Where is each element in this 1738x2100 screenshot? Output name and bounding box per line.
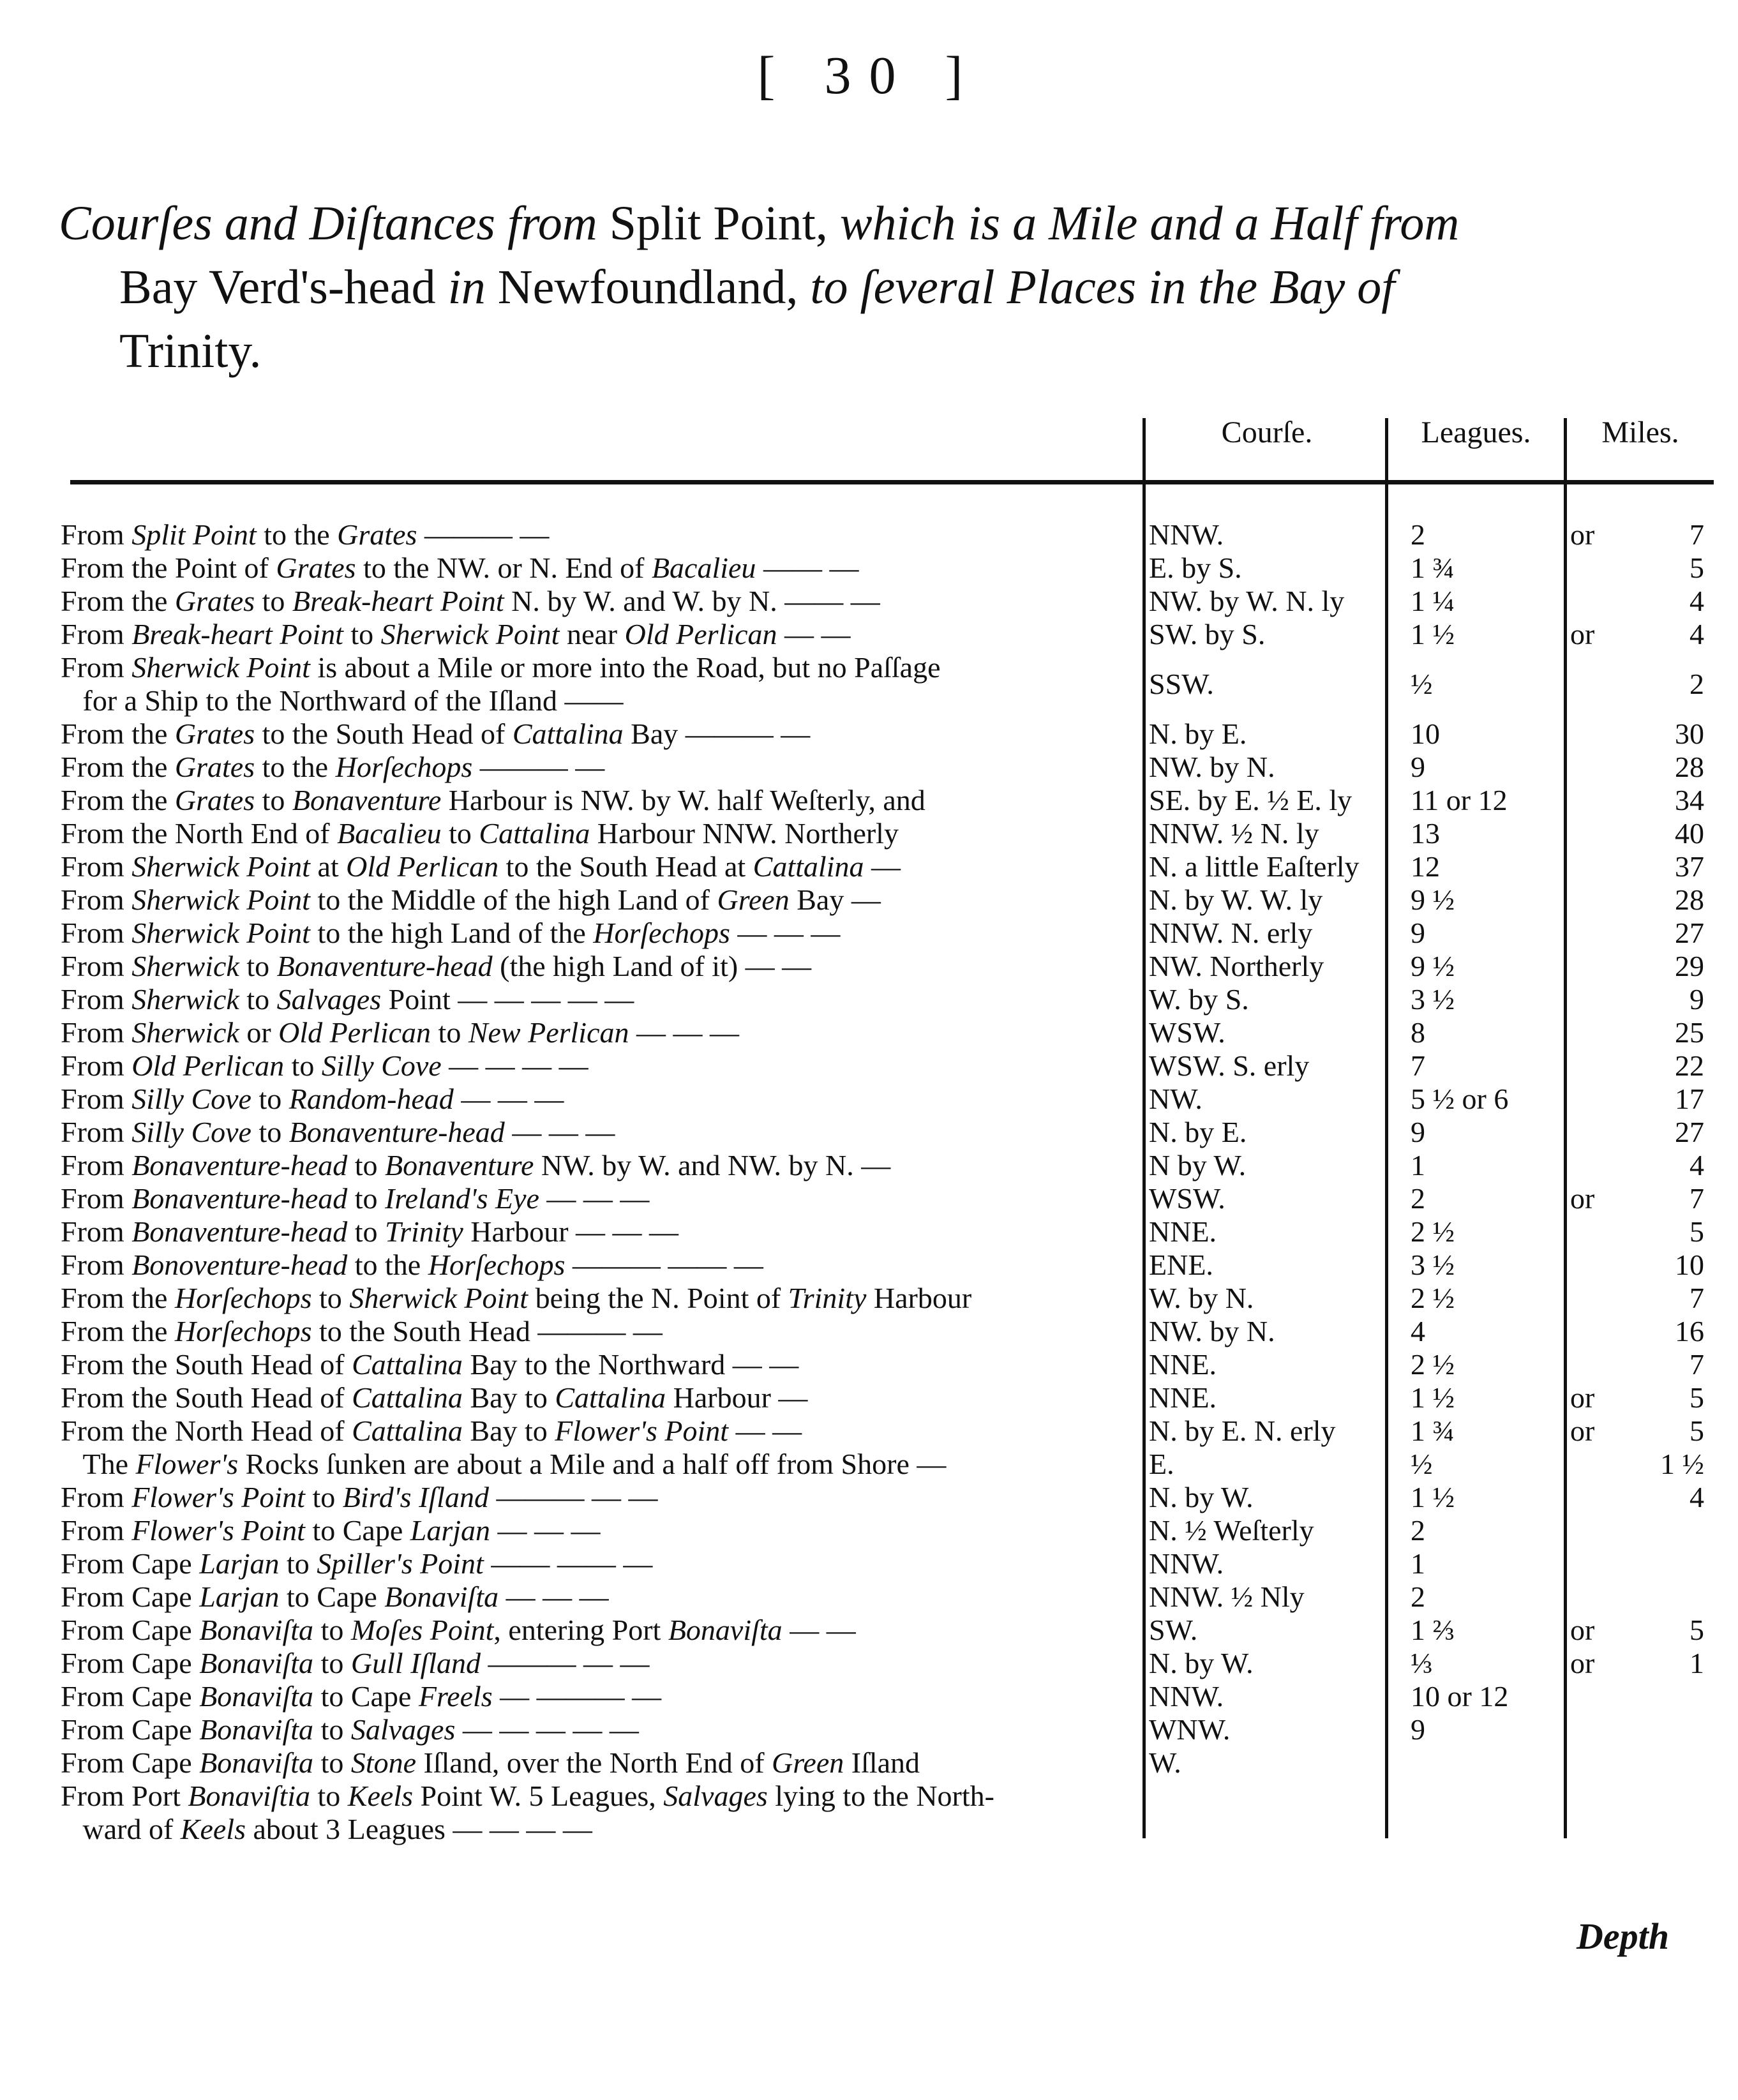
row-course: NNW. — [1149, 1680, 1224, 1713]
row-miles-value: 4 — [1689, 585, 1704, 617]
table-row — [0, 1713, 1738, 1746]
table-row — [0, 1381, 1738, 1414]
row-description: From Sherwick Point to the high Land of the Horſechops — — — — [61, 917, 841, 949]
row-leagues: 10 — [1411, 717, 1440, 750]
table-row — [0, 717, 1738, 751]
row-miles-value: 10 — [1675, 1249, 1704, 1281]
row-leagues: 10 or 12 — [1411, 1680, 1509, 1713]
row-leagues: 2 ½ — [1411, 1348, 1455, 1381]
row-course: NNE. — [1149, 1381, 1217, 1414]
row-leagues: 11 or 12 — [1411, 784, 1508, 816]
row-description: From Cape Bonaviſta to Cape Freels — ——— — — [61, 1680, 662, 1713]
row-course: N by W. — [1149, 1149, 1247, 1181]
row-course: E. by S. — [1149, 551, 1242, 584]
row-miles-value: 30 — [1675, 717, 1704, 750]
table-row — [0, 1315, 1738, 1348]
row-description: From the Grates to Break-heart Point N. by W. and W. by N. —— — — [61, 585, 880, 617]
title-line2-italic2: to ſeveral Places in the Bay of — [798, 260, 1395, 314]
row-course: NW. by W. N. ly — [1149, 585, 1345, 617]
row-description: From Cape Bonaviſta to Moſes Point, entering Port Bonaviſta — — — [61, 1614, 856, 1646]
row-miles-value: 37 — [1675, 850, 1704, 883]
row-miles-value: 4 — [1689, 618, 1704, 650]
row-miles-value: 27 — [1675, 917, 1704, 949]
row-miles-value: 40 — [1675, 817, 1704, 850]
row-leagues: 3 ½ — [1411, 1249, 1455, 1281]
row-description: From the North End of Bacalieu to Cattalina Harbour NNW. Northerly — [61, 817, 899, 850]
row-course: N. by E. N. erly — [1149, 1414, 1336, 1447]
row-description: From Sherwick Point at Old Perlican to the South Head at Cattalina — — [61, 850, 901, 883]
row-miles-value: 9 — [1689, 983, 1704, 1016]
row-description: From Bonoventure-head to the Horſechops ——— —— — — [61, 1249, 763, 1281]
row-description: From Cape Bonaviſta to Salvages — — — — — — [61, 1713, 639, 1746]
row-leagues: 9 ½ — [1411, 883, 1455, 916]
table-row — [0, 1016, 1738, 1049]
row-course: WSW. S. erly — [1149, 1049, 1310, 1082]
row-miles-value: 27 — [1675, 1116, 1704, 1148]
table-row — [0, 1514, 1738, 1547]
row-leagues: 9 — [1411, 1713, 1425, 1746]
row-course: SSW. — [1149, 668, 1214, 700]
row-miles-value: 17 — [1675, 1083, 1704, 1115]
row-leagues: 1 ½ — [1411, 618, 1455, 650]
row-miles-value: 29 — [1675, 950, 1704, 982]
row-description: From Sherwick or Old Perlican to New Perlican — — — — [61, 1016, 740, 1049]
row-miles-value: 4 — [1689, 1481, 1704, 1513]
row-description: From Old Perlican to Silly Cove — — — — — [61, 1049, 588, 1082]
row-course: SW. — [1149, 1614, 1198, 1646]
table-row — [0, 551, 1738, 585]
row-description: From Bonaventure-head to Bonaventure NW. by W. and NW. by N. — — [61, 1149, 891, 1181]
row-leagues: ½ — [1411, 668, 1433, 700]
row-leagues: 2 — [1411, 1514, 1425, 1547]
title-line1-italic: Courſes and Diſtances from — [59, 197, 597, 250]
row-description: From Split Point to the Grates ——— — — [61, 518, 550, 551]
row-miles-value: 7 — [1689, 1348, 1704, 1381]
row-miles-or: or — [1570, 1381, 1595, 1414]
row-miles-value: 34 — [1675, 784, 1704, 816]
row-course: N. by W. W. ly — [1149, 883, 1323, 916]
row-description: From Bonaventure-head to Ireland's Eye — — — — [61, 1182, 650, 1215]
title-line2-roman: Bay Verd's-head — [119, 260, 436, 314]
row-description: From Flower's Point to Bird's Iſland ——— — — — [61, 1481, 658, 1513]
row-course: SE. by E. ½ E. ly — [1149, 784, 1352, 816]
row-description: From Sherwick Point is about a Mile or more into the Road, but no Paſſage for a Ship to the Northward of the Iſland —— — [61, 651, 941, 717]
table-row — [0, 1547, 1738, 1580]
row-miles-value: 1 — [1689, 1647, 1704, 1679]
row-miles-value: 1 ½ — [1660, 1448, 1704, 1480]
header-miles: Miles. — [1601, 416, 1679, 449]
table-row — [0, 883, 1738, 917]
row-miles-value: 7 — [1689, 518, 1704, 551]
row-description: From the Horſechops to Sherwick Point being the N. Point of Trinity Harbour — [61, 1282, 972, 1314]
table-row — [0, 817, 1738, 850]
title-line2-italic: in — [435, 260, 486, 314]
row-leagues: 9 ½ — [1411, 950, 1455, 982]
row-leagues: ½ — [1411, 1448, 1433, 1480]
row-miles-value: 7 — [1689, 1282, 1704, 1314]
row-leagues: 1 ¾ — [1411, 1414, 1455, 1447]
page-title — [59, 191, 1693, 383]
row-miles-or: or — [1570, 518, 1595, 551]
table-row — [0, 751, 1738, 784]
row-miles-value: 5 — [1689, 1215, 1704, 1248]
row-leagues: 1 — [1411, 1149, 1425, 1181]
table-row — [0, 1215, 1738, 1249]
row-description: From Cape Larjan to Spiller's Point —— —— — — [61, 1547, 653, 1580]
row-course: NW. Northerly — [1149, 950, 1324, 982]
row-course: WNW. — [1149, 1713, 1231, 1746]
row-course: NNE. — [1149, 1215, 1217, 1248]
row-course: WSW. — [1149, 1016, 1225, 1049]
table-row — [0, 585, 1738, 618]
row-leagues: 1 ¾ — [1411, 551, 1455, 584]
row-course: WSW. — [1149, 1182, 1225, 1215]
row-miles-or: or — [1570, 1647, 1595, 1679]
table-row — [0, 1580, 1738, 1614]
row-description: From Sherwick to Salvages Point — — — — — — [61, 983, 634, 1016]
row-miles-or: or — [1570, 1614, 1595, 1646]
catchword: Depth — [1577, 1916, 1669, 1957]
row-course: NNE. — [1149, 1348, 1217, 1381]
title-line1-roman: Split Point, — [597, 197, 828, 250]
header-course: Courſe. — [1221, 416, 1313, 449]
row-course: NW. by N. — [1149, 751, 1275, 783]
row-leagues: 7 — [1411, 1049, 1425, 1082]
row-description: From Sherwick to Bonaventure-head (the high Land of it) — — — [61, 950, 812, 982]
row-course: NNW. ½ Nly — [1149, 1580, 1305, 1613]
row-course: NNW. ½ N. ly — [1149, 817, 1319, 850]
row-course: E. — [1149, 1448, 1174, 1480]
row-leagues: 2 ½ — [1411, 1215, 1455, 1248]
row-course: W. — [1149, 1746, 1181, 1779]
row-miles-value: 7 — [1689, 1182, 1704, 1215]
row-leagues: 3 ½ — [1411, 983, 1455, 1016]
row-description: From Silly Cove to Bonaventure-head — — — — [61, 1116, 615, 1148]
table-row — [0, 1647, 1738, 1680]
row-course: N. by E. — [1149, 1116, 1247, 1148]
row-description: From the North Head of Cattalina Bay to Flower's Point — — — [61, 1414, 802, 1447]
table-row — [0, 1481, 1738, 1514]
row-description: From Cape Bonaviſta to Stone Iſland, over the North End of Green Iſland — [61, 1746, 920, 1779]
row-course: SW. by S. — [1149, 618, 1266, 650]
row-miles-or: or — [1570, 618, 1595, 650]
row-description: From Silly Cove to Random-head — — — — [61, 1083, 564, 1115]
table-row — [0, 1116, 1738, 1149]
row-description: From Port Bonaviſtia to Keels Point W. 5 Leagues, Salvages lying to the North- ward of Keels about 3 Leagues — — — — — [61, 1780, 994, 1845]
row-course: ENE. — [1149, 1249, 1213, 1281]
row-description: From the South Head of Cattalina Bay to the Northward — — — [61, 1348, 799, 1381]
row-miles-or: or — [1570, 1414, 1595, 1447]
row-course: N. ½ Weſterly — [1149, 1514, 1314, 1547]
row-leagues: 13 — [1411, 817, 1440, 850]
row-miles-value: 28 — [1675, 883, 1704, 916]
row-description: From the Grates to the South Head of Cattalina Bay ——— — — [61, 717, 811, 750]
table-row — [0, 1780, 1738, 1846]
row-leagues: 1 ½ — [1411, 1381, 1455, 1414]
table-row — [0, 618, 1738, 651]
header-rule — [70, 480, 1714, 484]
table-row — [0, 1746, 1738, 1780]
row-miles-value: 5 — [1689, 551, 1704, 584]
row-miles-value: 5 — [1689, 1381, 1704, 1414]
table-row — [0, 950, 1738, 983]
row-leagues: 2 — [1411, 1580, 1425, 1613]
row-course: NW. — [1149, 1083, 1202, 1115]
row-course: NW. by N. — [1149, 1315, 1275, 1347]
table-row — [0, 1448, 1738, 1481]
row-leagues: 2 — [1411, 1182, 1425, 1215]
title-line1-italic2: which is a Mile and a Half from — [827, 197, 1460, 250]
row-description: From Bonaventure-head to Trinity Harbour — — — — [61, 1215, 679, 1248]
title-line2-roman2: Newfoundland, — [485, 260, 798, 314]
table-row — [0, 850, 1738, 883]
table-row — [0, 784, 1738, 817]
row-course: W. by N. — [1149, 1282, 1254, 1314]
row-course: N. by W. — [1149, 1481, 1254, 1513]
row-miles-value: 5 — [1689, 1414, 1704, 1447]
row-description: The Flower's Rocks ſunken are about a Mile and a half off from Shore — — [61, 1448, 947, 1480]
row-course: NNW. N. erly — [1149, 917, 1313, 949]
table-row — [0, 1680, 1738, 1713]
row-leagues: 1 — [1411, 1547, 1425, 1580]
row-course: N. by E. — [1149, 717, 1247, 750]
table-row — [0, 917, 1738, 950]
row-course: NNW. — [1149, 1547, 1224, 1580]
row-description: From Cape Larjan to Cape Bonaviſta — — — — [61, 1580, 609, 1613]
row-miles-value: 5 — [1689, 1614, 1704, 1646]
row-leagues: 1 ¼ — [1411, 585, 1455, 617]
row-miles-value: 22 — [1675, 1049, 1704, 1082]
row-description: From the South Head of Cattalina Bay to Cattalina Harbour — — [61, 1381, 808, 1414]
row-miles-value: 28 — [1675, 751, 1704, 783]
row-leagues: 1 ½ — [1411, 1481, 1455, 1513]
row-description: From Flower's Point to Cape Larjan — — — — [61, 1514, 601, 1547]
row-leagues: 5 ½ or 6 — [1411, 1083, 1509, 1115]
row-leagues: 9 — [1411, 917, 1425, 949]
table-row — [0, 518, 1738, 551]
title-line3-roman: Trinity. — [119, 324, 262, 378]
row-description: From Cape Bonaviſta to Gull Iſland ——— — — — [61, 1647, 650, 1679]
table-row — [0, 651, 1738, 717]
row-leagues: 9 — [1411, 751, 1425, 783]
row-course: N. a little Eaſterly — [1149, 850, 1360, 883]
header-leagues: Leagues. — [1421, 416, 1531, 449]
table-row — [0, 1182, 1738, 1215]
row-description: From the Horſechops to the South Head ——— — — [61, 1315, 663, 1347]
row-miles-value: 2 — [1689, 668, 1704, 700]
page-number: [ 30 ] — [757, 46, 981, 105]
row-leagues: 9 — [1411, 1116, 1425, 1148]
table-row — [0, 1348, 1738, 1381]
row-miles-value: 16 — [1675, 1315, 1704, 1347]
row-description: From the Grates to the Horſechops ——— — — [61, 751, 605, 783]
row-description: From Sherwick Point to the Middle of the high Land of Green Bay — — [61, 883, 881, 916]
row-course: W. by S. — [1149, 983, 1249, 1016]
row-leagues: 4 — [1411, 1315, 1425, 1347]
row-leagues: 2 ½ — [1411, 1282, 1455, 1314]
table-row — [0, 1083, 1738, 1116]
table-row — [0, 1149, 1738, 1182]
row-course: N. by W. — [1149, 1647, 1254, 1679]
row-miles-value: 4 — [1689, 1149, 1704, 1181]
row-miles-value: 25 — [1675, 1016, 1704, 1049]
table-row — [0, 1249, 1738, 1282]
row-description: From Break-heart Point to Sherwick Point near Old Perlican — — — [61, 618, 851, 650]
table-row — [0, 983, 1738, 1016]
row-leagues: ⅓ — [1411, 1647, 1433, 1679]
row-leagues: 12 — [1411, 850, 1440, 883]
courses-table — [0, 518, 1738, 1846]
row-course: NNW. — [1149, 518, 1224, 551]
row-leagues: 1 ⅔ — [1411, 1614, 1455, 1646]
row-description: From the Grates to Bonaventure Harbour is NW. by W. half Weſterly, and — [61, 784, 925, 816]
row-miles-or: or — [1570, 1182, 1595, 1215]
row-description: From the Point of Grates to the NW. or N. End of Bacalieu —— — — [61, 551, 859, 584]
table-row — [0, 1414, 1738, 1448]
row-leagues: 8 — [1411, 1016, 1425, 1049]
table-row — [0, 1049, 1738, 1083]
table-row — [0, 1282, 1738, 1315]
row-leagues: 2 — [1411, 518, 1425, 551]
table-row — [0, 1614, 1738, 1647]
